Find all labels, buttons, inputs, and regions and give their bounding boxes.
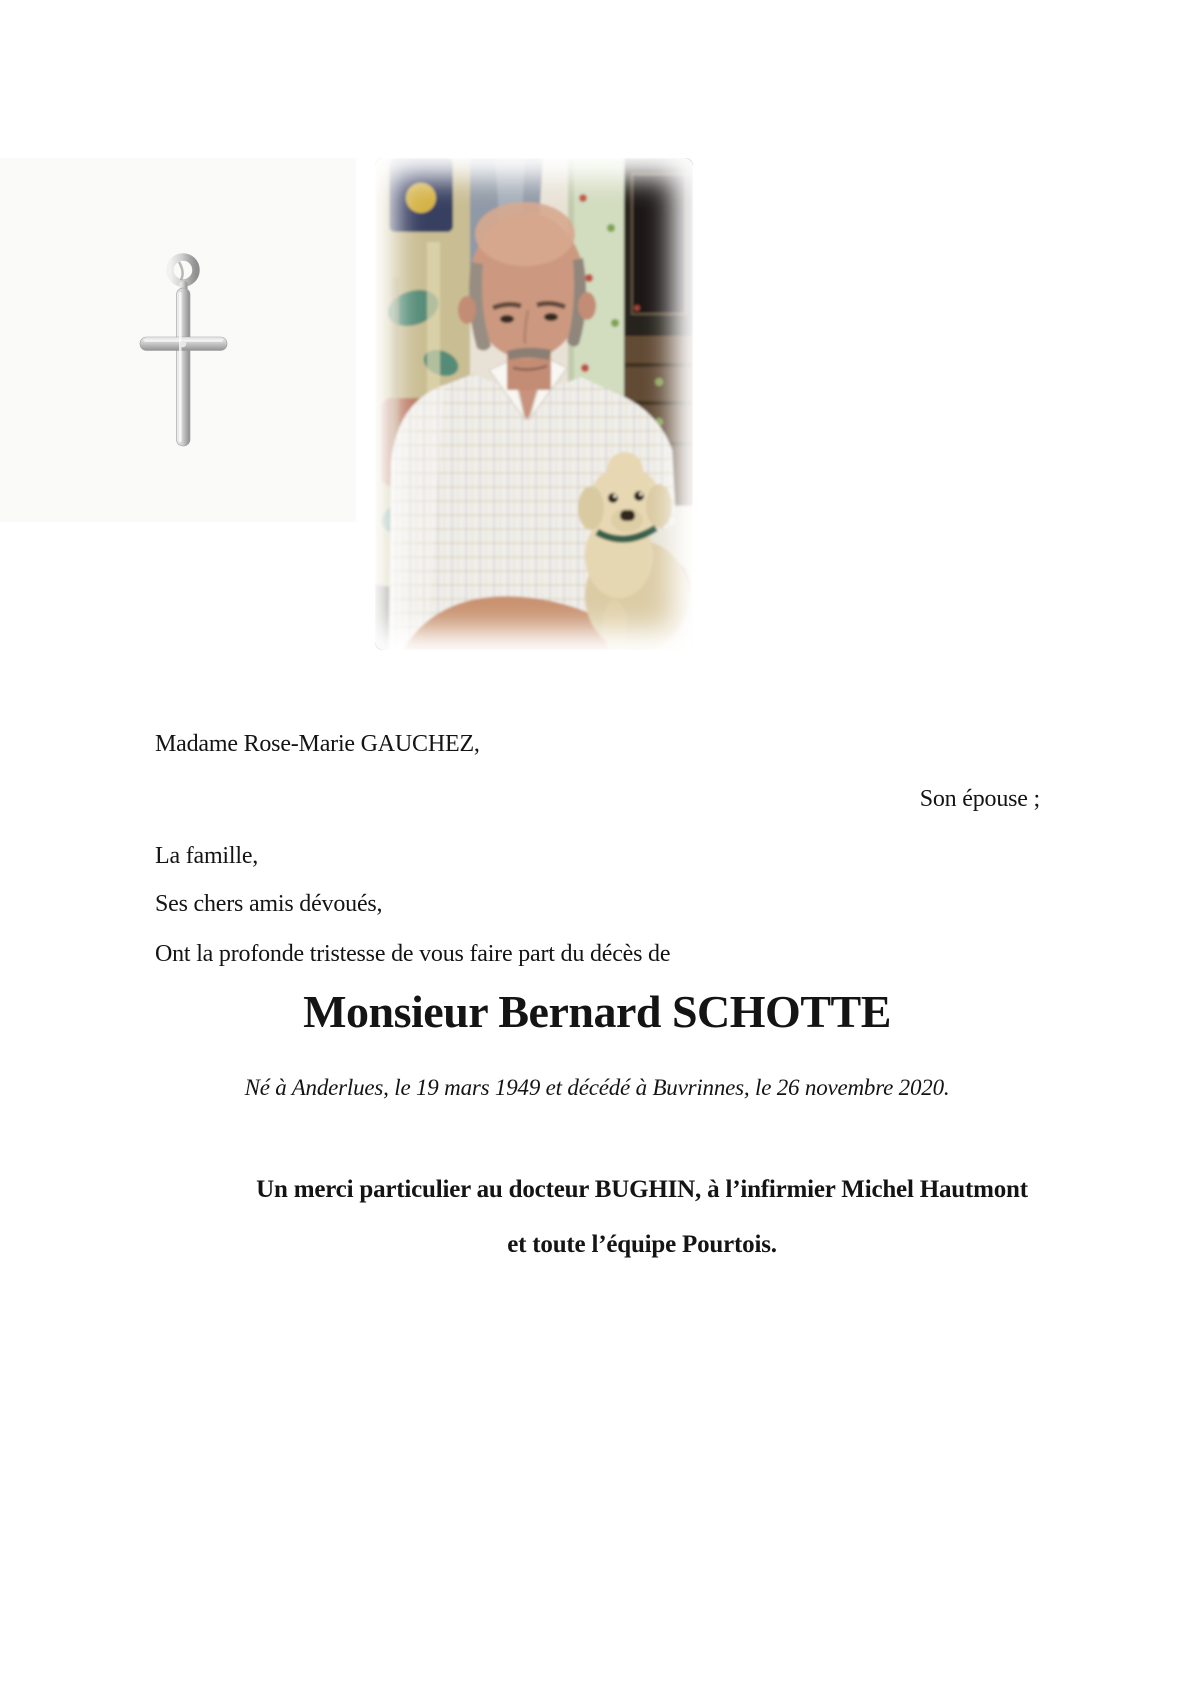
cross-pendant-image [0,158,356,522]
family-line: La famille, [155,843,259,869]
portrait-photo-graphic [375,158,693,650]
friends-line: Ses chers amis dévoués, [155,891,383,917]
thanks-line-2: et toute l’équipe Pourtois. [507,1231,777,1258]
thanks-block [90,1176,1194,1259]
thanks-line-1: Un merci particulier au docteur BUGHIN, à l’infirmier Michel Hautmont [256,1176,1028,1203]
announcement-line: Ont la profonde tristesse de vous faire part du décès de [155,941,671,967]
widow-name: Madame Rose-Marie GAUCHEZ, [155,731,480,757]
spouse-relation: Son épouse ; [919,786,1040,812]
deceased-name: Monsieur Bernard SCHOTTE [303,986,891,1037]
silver-cross-icon [0,158,356,522]
portrait-photo [375,158,693,650]
life-dates: Né à Anderlues, le 19 mars 1949 et décédé à Buvrinnes, le 26 novembre 2020. [244,1075,950,1100]
